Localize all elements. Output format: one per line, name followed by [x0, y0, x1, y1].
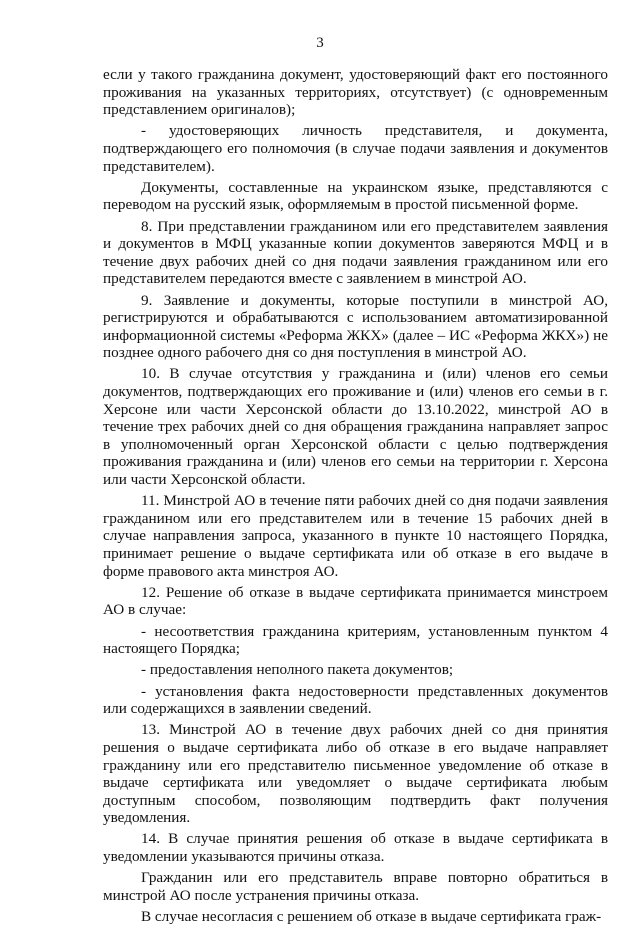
paragraph-item-10: 10. В случае отсутствия у гражданина и (или) членов его семьи документов, подтверждающих его проживание и (или) членов его семьи в г. Херсоне или части Херсонской области до 13.10.2022, минстрой АО в течение трех рабочих дней со дня обращения гражданина направляет запрос в уполномоченный орган Херсонской области с целью подтверждения проживания гражданина и (или) членов его семьи на территории г. Херсона или части Херсонской области.: [103, 365, 608, 489]
page-number: 3: [316, 35, 324, 51]
document-body: [103, 66, 608, 926]
paragraph-item-12: 12. Решение об отказе в выдаче сертификата принимается минстроем АО в случае:: [103, 583, 608, 619]
paragraph-item-11: 11. Минстрой АО в течение пяти рабочих дней со дня подачи заявления гражданином или его представителем или в течение 15 рабочих дней в случае направления запроса, указанного в пункте 10 настоящего Порядка, принимает решение о выдаче сертификата или об отказе в его выдаче в форме правового акта минстроя АО.: [103, 492, 608, 580]
paragraph-item-13: 13. Минстрой АО в течение двух рабочих дней со дня принятия решения о выдаче сертификата либо об отказе в его выдаче направляет гражданину или его представителю письменное уведомление об отказе в выдаче сертификата или уведомляет о выдаче сертификата любым доступным способом, позволяющим подтвердить факт получения уведомления.: [103, 721, 608, 827]
paragraph-refusal-reason-incomplete: - предоставления неполного пакета документов;: [141, 661, 454, 679]
paragraph-item-8: 8. При представлении гражданином или его представителем заявления и документов в МФЦ указанные копии документов заверяются МФЦ и в течение двух рабочих дней со дня подачи заявления гражданином или его представителем передаются вместе с заявлением в минстрой АО.: [103, 217, 608, 288]
paragraph-continuation: если у такого гражданина документ, удостоверяющий факт его постоянного проживания на указанных территориях, отсутствует) (с одновременным представлением оригиналов);: [103, 66, 608, 119]
paragraph-refusal-reason-criteria: - несоответствия гражданина критериям, установленным пунктом 4 настоящего Порядка;: [103, 622, 608, 658]
paragraph-repeat-application: Гражданин или его представитель вправе повторно обратиться в минстрой АО после устранения причины отказа.: [103, 869, 608, 904]
paragraph-item-9: 9. Заявление и документы, которые поступили в минстрой АО, регистрируются и обрабатываются с использованием автоматизированной информационной системы «Реформа ЖКХ» (далее – ИС «Реформа ЖКХ») не позднее одного рабочего дня со дня поступления в минстрой АО.: [103, 291, 608, 362]
paragraph-ukrainian-documents: Документы, составленные на украинском языке, представляются с переводом на русский язык, оформляемым в простой письменной форме.: [103, 178, 608, 214]
paragraph-disagreement: В случае несогласия с решением об отказе в выдаче сертификата граж-: [141, 908, 602, 926]
paragraph-representative-documents: - удостоверяющих личность представителя, и документа, подтверждающего его полномочия (в случае подачи заявления и документов представителем).: [103, 122, 608, 175]
paragraph-refusal-reason-false-data: - установления факта недостоверности представленных документов или содержащихся в заявлении сведений.: [103, 682, 608, 718]
paragraph-item-14: 14. В случае принятия решения об отказе в выдаче сертификата в уведомлении указываются причины отказа.: [103, 830, 608, 866]
